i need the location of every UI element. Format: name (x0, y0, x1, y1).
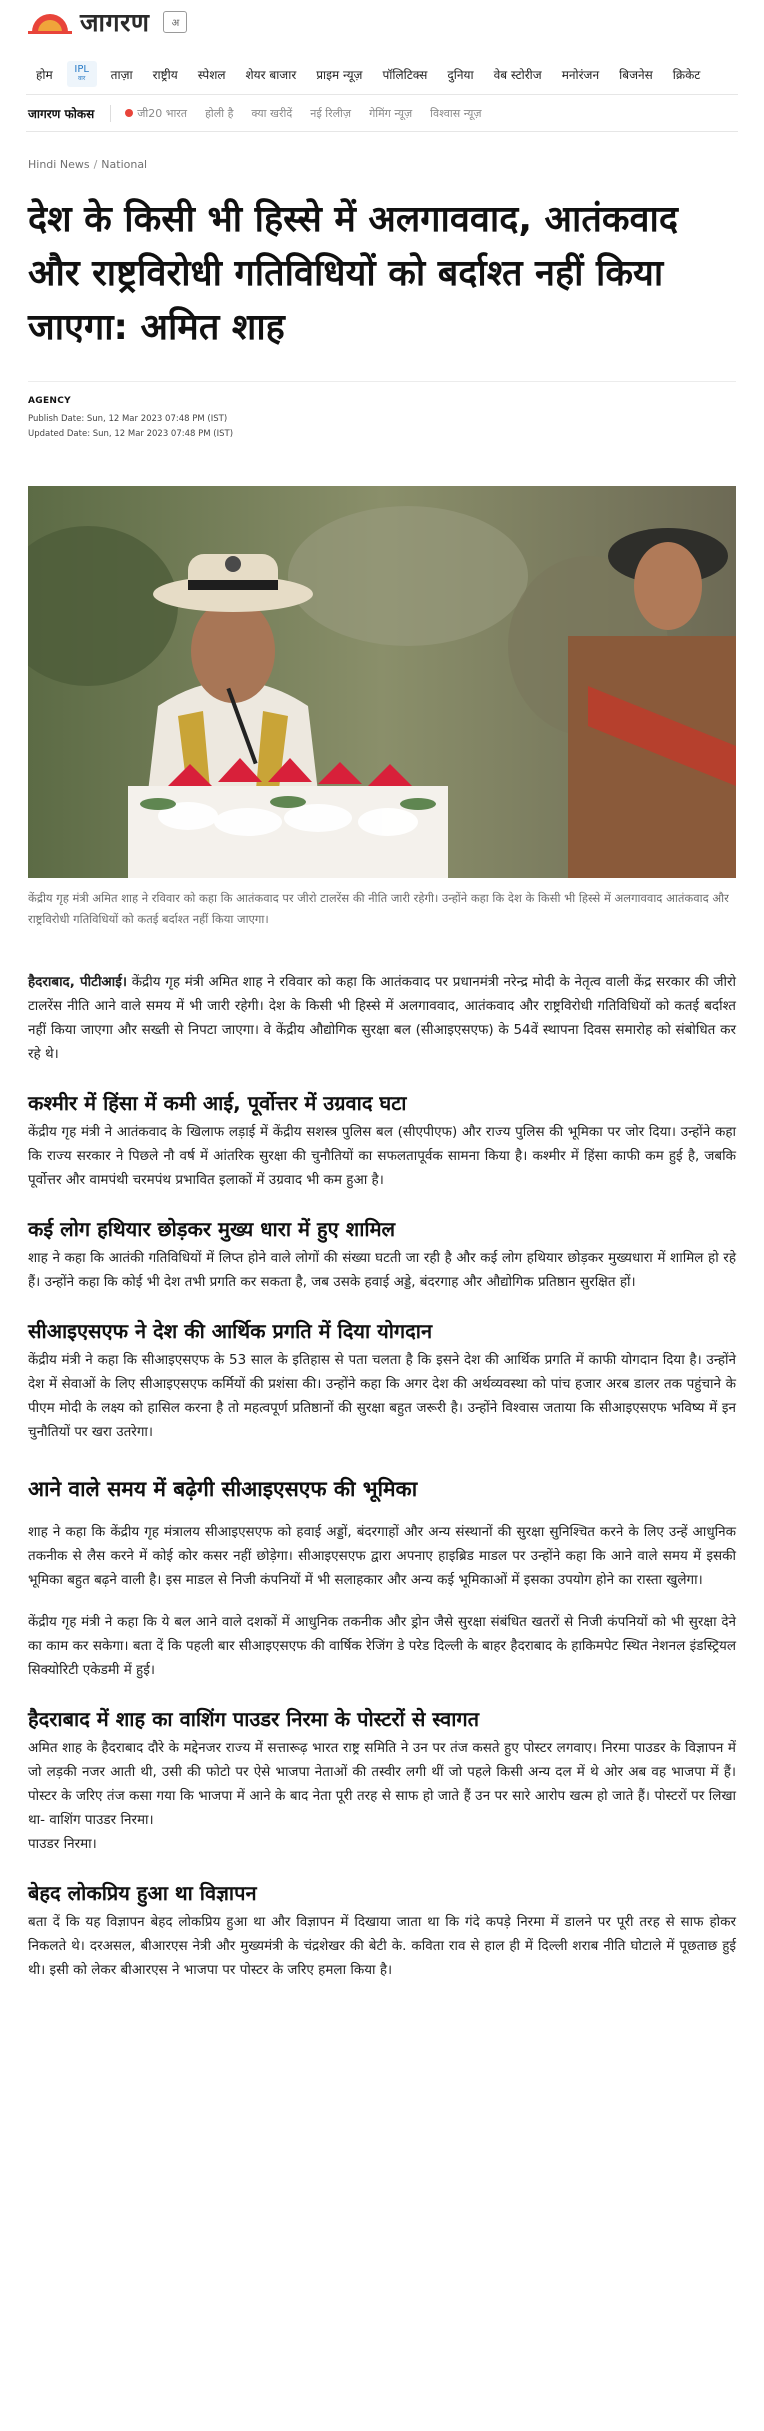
g20-icon (125, 109, 133, 117)
paragraph-kashmir: केंद्रीय गृह मंत्री ने आतंकवाद के खिलाफ लड़ाई में केंद्रीय सशस्त्र पुलिस बल (सीएपीएफ) और राज्य पुलिस की भूमिका पर जोर दिया। उन्होंने कहा कि राज्य सरकार ने पिछले नौ वर्ष में आंतरिक सुरक्षा की चुनौतियों का सफलतापूर्वक सामना किया है। कश्मीर में हिंसा काफी कम हुई है, जबकि पूर्वोत्तर और वामपंथी चरमपंथ प्रभावित इलाकों में उग्रवाद भी कम हुआ है। (28, 1124, 736, 1188)
hero-image (28, 486, 736, 878)
main-nav (0, 54, 764, 94)
nav-item-share-market[interactable]: शेयर बाजार (245, 67, 297, 82)
nav-item-home[interactable]: होम (36, 67, 53, 82)
paragraph-mainstream: शाह ने कहा कि आतंकी गतिविधियों में लिप्त होने वाले लोगों की संख्या घटती जा रही है और कई लोग हथियार छोड़कर मुख्यधारा में शामिल हो रहे हैं। उन्होंने कहा कि कोई भी देश तभी प्रगति कर सकता है, जब उसके हवाई अड्डे, बंदरगाह और औद्योगिक प्रतिष्ठान सुरक्षित हों। (28, 1250, 736, 1290)
article-body (28, 970, 736, 1982)
language-toggle-icon[interactable]: अ (163, 11, 187, 33)
focus-divider (26, 131, 738, 132)
publish-date: Publish Date: Sun, 12 Mar 2023 07:48 PM (IST) (28, 414, 228, 424)
nav-item-national[interactable]: राष्ट्रीय (152, 67, 178, 82)
paragraph-nirma-posters: अमित शाह के हैदराबाद दौरे के मद्देनजर राज्य में सत्तारूढ़ भारत राष्ट्र समिति ने उन पर तंज कसते हुए पोस्टर लगवाए। निरमा पाउडर के विज्ञापन में जो लड़की नजर आती थी, उसी की फोटो पर ऐसे भाजपा नेताओं की तस्वीर लगी थीं जो पहले किसी अन्य दल में थे ओर अब वह भाजपा में हैं। पोस्टर के जरिए तंज कसा गया कि भाजपा में आने के बाद नेता पूरी तरह से साफ हो जाते हैं उन पर सारे आरोप खत्म हो जाते हैं। पोस्टरों पर लिखा था- वाशिंग पाउडर निरमा। (28, 1740, 736, 1828)
focus-item-holi[interactable]: होली है (205, 106, 234, 120)
hero-photo-illustration (28, 486, 736, 878)
breadcrumb-home[interactable]: Hindi News (28, 158, 90, 171)
nav-item-entertainment[interactable]: मनोरंजन (561, 67, 600, 82)
focus-label: जागरण फोकस (28, 105, 111, 122)
nav-item-latest[interactable]: ताज़ा (110, 67, 133, 82)
breadcrumb-section[interactable]: National (101, 158, 148, 171)
article-headline: देश के किसी भी हिस्से में अलगाववाद, आतंकवाद और राष्ट्रविरोधी गतिविधियों को बर्दाश्त नहीं किया जाएगा: अमित शाह (28, 199, 678, 348)
ipl-badge-icon[interactable]: IPL वार (67, 61, 97, 87)
updated-date: Updated Date: Sun, 12 Mar 2023 07:48 PM (IST) (28, 429, 234, 439)
dateline: हैदराबाद, पीटीआई। (28, 974, 127, 990)
nav-item-business[interactable]: बिजनेस (619, 67, 653, 82)
article-dates (28, 412, 736, 442)
top-header (0, 0, 764, 44)
subhead-mainstream: कई लोग हथियार छोड़कर मुख्य धारा में हुए शामिल (28, 1217, 396, 1241)
focus-item-what-to-buy[interactable]: क्या खरीदें (251, 106, 293, 120)
paragraph-cisf-role-2: केंद्रीय गृह मंत्री ने कहा कि ये बल आने वाले दशकों में आधुनिक तकनीक और ड्रोन जैसे सुरक्षा संबंधित खतरों से निजी कंपनियों को भी सुरक्षा देने का काम कर सकेगा। बता दें कि पहली बार सीआइएसएफ की वार्षिक रेजिंग डे परेड दिल्ली के बाहर हैदराबाद के हाकिमपेट स्थित नेशनल इंडस्ट्रियल सिक्योरिटी एकेडमी में हुई। (28, 1614, 736, 1678)
focus-item-vishvas-news[interactable]: विश्वास न्यूज़ (430, 106, 482, 120)
logo-text: जागरण (80, 8, 150, 37)
focus-item-new-release[interactable]: नई रिलीज़ (310, 106, 352, 120)
logo-sun-icon (28, 10, 72, 34)
lead-paragraph (28, 970, 736, 1066)
nav-item-web-stories[interactable]: वेब स्टोरीज (493, 67, 542, 82)
subhead-nirma-posters: हैदराबाद में शाह का वाशिंग पाउडर निरमा के पोस्टरों से स्वागत (28, 1707, 480, 1731)
author-agency[interactable]: AGENCY (28, 396, 71, 406)
nav-item-prime-news[interactable]: प्राइम न्यूज़ (316, 67, 363, 82)
breadcrumb: Hindi News / National (28, 158, 148, 171)
lead-text: केंद्रीय गृह मंत्री अमित शाह ने रविवार को कहा कि आतंकवाद पर प्रधानमंत्री नरेन्द्र मोदी के नेतृत्व वाली केंद्र सरकार की जीरो टालरेंस नीति आने वाले समय में भी जारी रहेगी। देश के किसी भी हिस्से में अलगाववाद, आतंकवाद और राष्ट्रविरोधी गतिविधियों को कतई बर्दाश्त नहीं किया जाएगा और सख्ती से निपटा जाएगा। वे केंद्रीय औद्योगिक सुरक्षा बल (सीआइएसएफ) के 54वें स्थापना दिवस समारोह को संबोधित कर रहे थे। (28, 974, 736, 1062)
subhead-economic-progress: सीआइएसएफ ने देश की आर्थिक प्रगति में दिया योगदान (28, 1319, 433, 1343)
nav-item-politics[interactable]: पॉलिटिक्स (382, 67, 428, 82)
site-logo[interactable] (28, 5, 149, 39)
focus-item-gaming-news[interactable]: गेमिंग न्यूज़ (369, 106, 413, 120)
paragraph-nirma-extra: पाउडर निरमा। (28, 1836, 97, 1852)
nav-item-world[interactable]: दुनिया (447, 67, 474, 82)
paragraph-cisf-role-1: शाह ने कहा कि केंद्रीय गृह मंत्रालय सीआइएसएफ को हवाई अड्डों, बंदरगाहों और अन्य संस्थानों की सुरक्षा सुनिश्चित करने के लिए उन्हें आधुनिक तकनीक से लैस करने में कोई कोर कसर नहीं छोड़ेगा। सीआइएसएफ द्वारा अपनाए हाइब्रिड माडल पर उन्होंने कहा कि आने वाले समय में इसकी भूमिका बहुत बढ़ने वाली है। इस माडल से निजी कंपनियों में भी सलाहकार और अन्य कई भूमिकाओं में इसका उपयोग होने का रास्ता खुलेगा। (28, 1524, 736, 1588)
focus-bar (0, 95, 764, 131)
subhead-kashmir: कश्मीर में हिंसा में कमी आई, पूर्वोत्तर में उग्रवाद घटा (28, 1091, 407, 1115)
byline (28, 381, 736, 442)
subhead-cisf-role: आने वाले समय में बढ़ेगी सीआइएसएफ की भूमिका (28, 1477, 418, 1501)
image-caption: केंद्रीय गृह मंत्री अमित शाह ने रविवार को कहा कि आतंकवाद पर जीरो टालरेंस की नीति जारी रहेगी। उन्होंने कहा कि देश के किसी भी हिस्से में अलगाववाद आतंकवाद और राष्ट्रविरोधी गतिविधियों को कतई बर्दाश्त नहीं किया जाएगा। (28, 891, 729, 926)
subhead-popular-ad: बेहद लोकप्रिय हुआ था विज्ञापन (28, 1881, 257, 1905)
nav-item-cricket[interactable]: क्रिकेट (672, 67, 701, 82)
nav-item-special[interactable]: स्पेशल (197, 67, 226, 82)
focus-item-g20[interactable]: जी20 भारत (119, 106, 199, 121)
paragraph-economic-progress: केंद्रीय मंत्री ने कहा कि सीआइएसएफ के 53 साल के इतिहास से पता चलता है कि इसने देश की आर्थिक प्रगति में काफी योगदान दिया है। उन्होंने देश में सेवाओं के लिए सीआइएसएफ कर्मियों की प्रशंसा की। उन्होंने कहा कि अगर देश की अर्थव्यवस्था को पांच हजार अरब डालर तक पहुंचाने के पीएम मोदी के लक्ष्य को हासिल करना है तो महत्वपूर्ण प्रतिष्ठानों की सुरक्षा बहुत जरूरी है। उन्होंने विश्वास जताया कि सीआइएसएफ भविष्य में इन चुनौतियों पर खरा उतरेगा। (28, 1352, 736, 1440)
paragraph-popular-ad: बता दें कि यह विज्ञापन बेहद लोकप्रिय हुआ था और विज्ञापन में दिखाया जाता था कि गंदे कपड़े निरमा में डालने पर पूरी तरह से साफ होकर निकलते थे। दरअसल, बीआरएस नेत्री और मुख्यमंत्री के चंद्रशेखर की बेटी के. कविता राव से हाल ही में दिल्ली शराब नीति घोटाले में पूछताछ हुई थी। इसी को लेकर बीआरएस ने भाजपा पर पोस्टर के जरिए हमला किया है। (28, 1914, 736, 1978)
